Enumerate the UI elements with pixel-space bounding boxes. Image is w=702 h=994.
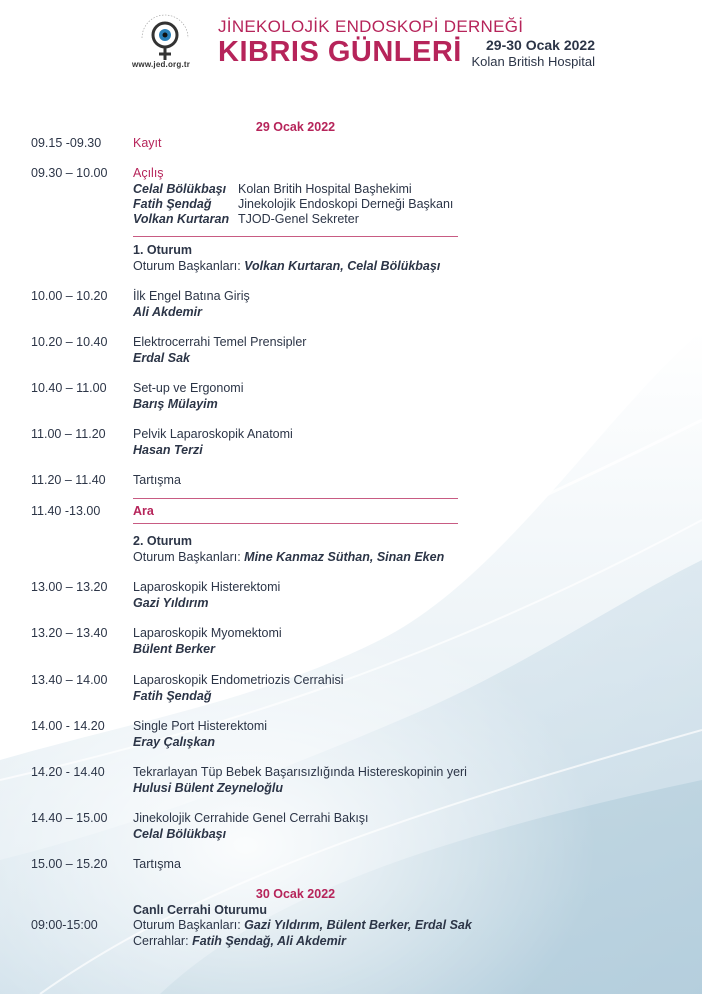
- talk-speaker: Gazi Yıldırım: [133, 596, 209, 610]
- opening-speaker-role: TJOD-Genel Sekreter: [238, 212, 359, 226]
- session-2-chairs: [133, 550, 444, 564]
- talk-title: Tekrarlayan Tüp Bebek Başarısızlığında Histereskopinin yeri: [133, 765, 467, 779]
- talk-time: 13.00 – 13.20: [31, 580, 108, 594]
- chairs-names: Volkan Kurtaran, Celal Bölükbaşı: [244, 259, 441, 273]
- talk-time: 10.00 – 10.20: [31, 289, 108, 303]
- chairs-label: Oturum Başkanları:: [133, 550, 241, 564]
- session-1-title: 1. Oturum: [133, 243, 193, 257]
- talk-speaker: Barış Mülayim: [133, 397, 218, 411]
- organization-name: JİNEKOLOJİK ENDOSKOPİ DERNEĞİ: [218, 17, 524, 36]
- talk-speaker: Fatih Şendağ: [133, 689, 212, 703]
- talk-speaker: Celal Bölükbaşı: [133, 827, 227, 841]
- talk-speaker: Hulusi Bülent Zeyneloğlu: [133, 781, 284, 795]
- session-2-title: 2. Oturum: [133, 534, 193, 548]
- talk-title: Pelvik Laparoskopik Anatomi: [133, 427, 293, 441]
- talk-title: Jinekolojik Cerrahide Genel Cerrahi Bakışı: [133, 811, 369, 825]
- talk-time: 11.00 – 11.20: [31, 427, 106, 441]
- live-surgery-chairs: [133, 918, 472, 932]
- opening-speaker-name: Fatih Şendağ: [133, 197, 212, 211]
- event-title: KIBRIS GÜNLERİ: [218, 36, 462, 68]
- time-discussion-1: 11.20 – 11.40: [31, 473, 106, 487]
- opening-speaker-name: Volkan Kurtaran: [133, 212, 230, 226]
- live-surgery-time: 09:00-15:00: [31, 918, 98, 932]
- event-venue: Kolan British Hospital: [471, 54, 595, 69]
- opening-speaker-role: Kolan Britih Hospital Başhekimi: [238, 182, 412, 196]
- day-header-1: 29 Ocak 2022: [255, 120, 336, 134]
- title-discussion-1: Tartışma: [133, 473, 181, 487]
- talk-time: 14.20 - 14.40: [31, 765, 105, 779]
- talk-time: 13.40 – 14.00: [31, 673, 108, 687]
- live-surgery-title: Canlı Cerrahi Oturumu: [133, 903, 268, 917]
- title-registration: Kayıt: [133, 136, 162, 150]
- logo-url: www.jed.org.tr: [132, 60, 191, 69]
- talk-time: 14.00 - 14.20: [31, 719, 105, 733]
- talk-time: 10.40 – 11.00: [31, 381, 107, 395]
- title-discussion-2: Tartışma: [133, 857, 181, 871]
- surgeons-label: Cerrahlar:: [133, 934, 189, 948]
- day-header-2: 30 Ocak 2022: [255, 887, 336, 901]
- talk-speaker: Erdal Sak: [133, 351, 190, 365]
- chairs-names: Gazi Yıldırım, Bülent Berker, Erdal Sak: [244, 918, 472, 932]
- talk-title: Laparoskopik Endometriozis Cerrahisi: [133, 673, 344, 687]
- surgeons-names: Fatih Şendağ, Ali Akdemir: [192, 934, 347, 948]
- opening-speaker-name: Celal Bölükbaşı: [133, 182, 227, 196]
- title-break: Ara: [133, 504, 154, 518]
- talk-time: 14.40 – 15.00: [31, 811, 108, 825]
- talk-speaker: Hasan Terzi: [133, 443, 203, 457]
- section-divider: [133, 498, 458, 499]
- chairs-label: Oturum Başkanları:: [133, 918, 241, 932]
- talk-title: Laparoskopik Myomektomi: [133, 626, 282, 640]
- live-surgery-surgeons: [133, 934, 346, 948]
- time-break: 11.40 -13.00: [31, 504, 101, 518]
- talk-title: İlk Engel Batına Giriş: [133, 289, 250, 303]
- talk-title: Laparoskopik Histerektomi: [133, 580, 281, 594]
- section-divider: [133, 236, 458, 237]
- talk-speaker: Eray Çalışkan: [133, 735, 215, 749]
- time-opening: 09.30 – 10.00: [31, 166, 108, 180]
- talk-speaker: Ali Akdemir: [133, 305, 203, 319]
- time-discussion-2: 15.00 – 15.20: [31, 857, 108, 871]
- talk-title: Set-up ve Ergonomi: [133, 381, 244, 395]
- opening-speaker-role: Jinekolojik Endoskopi Derneği Başkanı: [238, 197, 454, 211]
- talk-time: 10.20 – 10.40: [31, 335, 108, 349]
- talk-title: Single Port Histerektomi: [133, 719, 268, 733]
- talk-speaker: Bülent Berker: [133, 642, 215, 656]
- section-divider: [133, 523, 458, 524]
- event-date: 29-30 Ocak 2022: [486, 37, 595, 53]
- title-opening: Açılış: [133, 166, 164, 180]
- chairs-names: Mine Kanmaz Süthan, Sinan Eken: [244, 550, 445, 564]
- session-1-chairs: [133, 259, 440, 273]
- talk-time: 13.20 – 13.40: [31, 626, 108, 640]
- talk-title: Elektrocerrahi Temel Prensipler: [133, 335, 307, 349]
- chairs-label: Oturum Başkanları:: [133, 259, 241, 273]
- time-registration: 09.15 -09.30: [31, 136, 102, 150]
